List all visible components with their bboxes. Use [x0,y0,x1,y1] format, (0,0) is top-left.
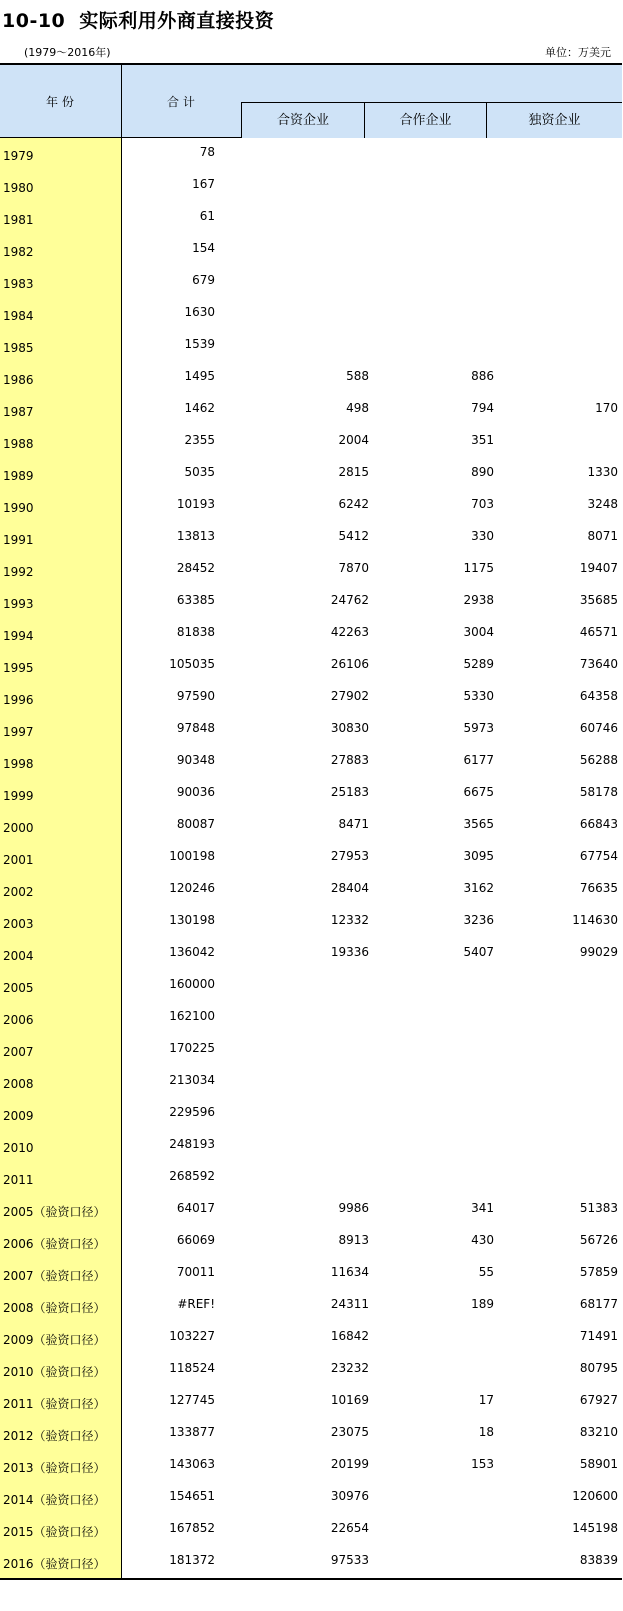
wholly-owned-cell: 56288 [579,753,618,767]
table-row [0,906,622,938]
cooperative-cell: 5330 [463,689,494,703]
table-row [0,1386,622,1418]
wholly-owned-cell: 60746 [579,721,618,735]
cooperative-cell [370,1066,494,1098]
cooperative-cell [370,234,494,266]
table-row [0,394,622,426]
wholly-owned-cell: 68177 [579,1297,618,1311]
year-cell: 2007 [0,1034,122,1066]
total-cell: 136042 [169,945,215,959]
table-row [0,1002,622,1034]
wholly-owned-cell [496,362,618,394]
joint-venture-cell: 588 [346,369,369,383]
wholly-owned-cell [496,1002,618,1034]
total-cell: 90348 [176,753,215,767]
total-cell: 28452 [176,561,215,575]
joint-venture-cell: 8913 [338,1233,369,1247]
wholly-owned-cell [496,1034,618,1066]
joint-venture-cell: 22654 [330,1521,369,1535]
joint-venture-cell [246,202,369,234]
table-row [0,362,622,394]
wholly-owned-cell [496,1130,618,1162]
total-cell: 1495 [184,369,215,383]
year-cell: 2011 [0,1162,122,1194]
cooperative-cell: 6177 [463,753,494,767]
cooperative-cell: 3162 [463,881,494,895]
table-row [0,234,622,266]
table-row [0,1130,622,1162]
table-row [0,1226,622,1258]
table-row [0,778,622,810]
page-title [2,6,274,33]
total-cell: 70011 [176,1265,215,1279]
year-cell: 1999 [0,778,122,810]
wholly-owned-cell: 67754 [579,849,618,863]
joint-venture-cell [246,1162,369,1194]
joint-venture-cell: 20199 [330,1457,369,1471]
cooperative-cell [370,1162,494,1194]
cooperative-cell [370,970,494,1002]
table-row [0,714,622,746]
table-row [0,1418,622,1450]
wholly-owned-cell: 73640 [579,657,618,671]
table-row [0,170,622,202]
table-row [0,138,622,170]
joint-venture-cell: 26106 [330,657,369,671]
joint-venture-cell: 25183 [330,785,369,799]
year-cell: 2007（验资口径） [0,1258,122,1290]
table-row [0,1546,622,1578]
table-row [0,426,622,458]
total-cell: 105035 [169,657,215,671]
joint-venture-cell [246,1002,369,1034]
total-cell: 229596 [169,1105,215,1119]
table-row [0,266,622,298]
year-cell: 1992 [0,554,122,586]
joint-venture-cell: 27883 [330,753,369,767]
joint-venture-cell: 42263 [330,625,369,639]
year-cell: 2013（验资口径） [0,1450,122,1482]
joint-venture-cell: 16842 [330,1329,369,1343]
cooperative-cell: 5973 [463,721,494,735]
joint-venture-cell [246,138,369,170]
joint-venture-cell: 2004 [338,433,369,447]
total-cell: 1630 [184,305,215,319]
wholly-owned-cell: 83210 [579,1425,618,1439]
total-cell: 127745 [169,1393,215,1407]
cooperative-cell: 1175 [463,561,494,575]
wholly-owned-cell [496,138,618,170]
wholly-owned-cell: 64358 [579,689,618,703]
table-row [0,1514,622,1546]
cooperative-cell [370,330,494,362]
year-cell: 1987 [0,394,122,426]
wholly-owned-cell: 51383 [579,1201,618,1215]
total-cell: 181372 [169,1553,215,1567]
wholly-owned-cell [496,202,618,234]
table-header [0,63,622,138]
table-row [0,618,622,650]
table-row [0,330,622,362]
wholly-owned-cell: 71491 [579,1329,618,1343]
wholly-owned-cell: 1330 [587,465,618,479]
table-row [0,1322,622,1354]
total-cell: 63385 [176,593,215,607]
total-cell: 13813 [176,529,215,543]
wholly-owned-cell: 19407 [579,561,618,575]
cooperative-cell: 3095 [463,849,494,863]
cooperative-cell: 703 [471,497,494,511]
year-header: 年 份 [46,95,74,109]
joint-venture-header: 合资企业 [241,102,364,138]
cooperative-cell: 153 [471,1457,494,1471]
total-cell: 78 [199,145,215,159]
year-cell: 2000 [0,810,122,842]
joint-venture-cell: 2815 [338,465,369,479]
year-cell: 1996 [0,682,122,714]
year-cell: 2015（验资口径） [0,1514,122,1546]
table-number: 10-10 [2,10,66,32]
table-row [0,1194,622,1226]
total-cell: 143063 [169,1457,215,1471]
total-cell: 1539 [184,337,215,351]
cooperative-cell: 5289 [463,657,494,671]
total-cell: 120246 [169,881,215,895]
cooperative-header: 合作企业 [364,102,486,138]
total-cell: 81838 [176,625,215,639]
wholly-owned-header: 独资企业 [486,102,622,138]
cooperative-cell: 18 [478,1425,494,1439]
total-cell: 118524 [169,1361,215,1375]
cooperative-cell: 886 [471,369,494,383]
wholly-owned-cell [496,298,618,330]
wholly-owned-cell [496,170,618,202]
joint-venture-cell: 11634 [330,1265,369,1279]
year-cell: 1995 [0,650,122,682]
table-row [0,874,622,906]
total-cell: 80087 [176,817,215,831]
year-cell: 1984 [0,298,122,330]
wholly-owned-cell: 66843 [579,817,618,831]
year-cell: 2005（验资口径） [0,1194,122,1226]
year-cell: 1986 [0,362,122,394]
year-cell: 2004 [0,938,122,970]
total-cell: 90036 [176,785,215,799]
table-row [0,746,622,778]
joint-venture-cell: 5412 [338,529,369,543]
year-cell: 2011（验资口径） [0,1386,122,1418]
total-cell: 268592 [169,1169,215,1183]
cooperative-cell: 2938 [463,593,494,607]
joint-venture-cell: 6242 [338,497,369,511]
cooperative-cell [370,1322,494,1354]
year-cell: 1988 [0,426,122,458]
year-cell: 2009（验资口径） [0,1322,122,1354]
cooperative-cell [370,170,494,202]
wholly-owned-cell: 57859 [579,1265,618,1279]
joint-venture-cell: 498 [346,401,369,415]
joint-venture-cell [246,234,369,266]
table-bottom-border [0,1578,622,1580]
wholly-owned-cell [496,330,618,362]
cooperative-cell [370,1130,494,1162]
wholly-owned-cell: 120600 [572,1489,618,1503]
year-cell: 2002 [0,874,122,906]
joint-venture-cell: 23232 [330,1361,369,1375]
wholly-owned-cell: 8071 [587,529,618,543]
cooperative-cell: 351 [471,433,494,447]
total-cell: 248193 [169,1137,215,1151]
cooperative-cell [370,1482,494,1514]
wholly-owned-cell: 58901 [579,1457,618,1471]
cooperative-cell: 55 [478,1265,494,1279]
joint-venture-cell: 97533 [330,1553,369,1567]
year-cell: 2010（验资口径） [0,1354,122,1386]
joint-venture-cell [246,1130,369,1162]
cooperative-cell: 3236 [463,913,494,927]
cooperative-cell: 890 [471,465,494,479]
total-cell: 133877 [169,1425,215,1439]
total-cell: 154651 [169,1489,215,1503]
joint-venture-cell: 23075 [330,1425,369,1439]
wholly-owned-cell: 99029 [579,945,618,959]
year-cell: 2010 [0,1130,122,1162]
cooperative-cell: 341 [471,1201,494,1215]
period-label: (1979～2016年) [24,46,111,59]
table-row [0,970,622,1002]
table-row [0,298,622,330]
cooperative-cell [370,266,494,298]
cooperative-cell: 330 [471,529,494,543]
total-cell: 97848 [176,721,215,735]
table-body [0,138,622,1578]
total-cell: 1462 [184,401,215,415]
wholly-owned-cell [496,234,618,266]
total-header: 合 计 [167,95,195,109]
wholly-owned-cell: 170 [595,401,618,415]
cooperative-cell [370,1354,494,1386]
table-row [0,1098,622,1130]
table-row [0,490,622,522]
joint-venture-cell [246,266,369,298]
year-cell: 1991 [0,522,122,554]
total-cell: 2355 [184,433,215,447]
cooperative-cell [370,138,494,170]
total-cell: 64017 [176,1201,215,1215]
year-cell: 1994 [0,618,122,650]
year-header-cell [0,65,122,138]
joint-venture-cell: 28404 [330,881,369,895]
joint-venture-cell [246,1098,369,1130]
year-cell: 2001 [0,842,122,874]
cooperative-cell: 17 [478,1393,494,1407]
total-cell: 130198 [169,913,215,927]
fdi-table [0,63,622,1578]
table-row [0,1066,622,1098]
wholly-owned-cell: 145198 [572,1521,618,1535]
total-cell: 66069 [176,1233,215,1247]
cooperative-cell [370,298,494,330]
table-row [0,938,622,970]
year-cell: 2003 [0,906,122,938]
total-cell: 679 [192,273,215,287]
table-row [0,1482,622,1514]
cooperative-cell [370,1098,494,1130]
wholly-owned-cell: 46571 [579,625,618,639]
total-cell: 167852 [169,1521,215,1535]
wholly-owned-cell: 3248 [587,497,618,511]
year-cell: 1985 [0,330,122,362]
table-row [0,586,622,618]
wholly-owned-cell [496,1098,618,1130]
year-cell: 1993 [0,586,122,618]
wholly-owned-cell: 35685 [579,593,618,607]
year-cell: 1989 [0,458,122,490]
total-cell: 170225 [169,1041,215,1055]
year-cell: 1983 [0,266,122,298]
cooperative-cell: 189 [471,1297,494,1311]
cooperative-cell [370,1546,494,1578]
table-row [0,842,622,874]
year-cell: 1979 [0,138,122,170]
joint-venture-cell: 27902 [330,689,369,703]
table-row [0,202,622,234]
wholly-owned-cell: 76635 [579,881,618,895]
wholly-owned-cell [496,426,618,458]
year-cell: 2009 [0,1098,122,1130]
joint-venture-cell [246,1066,369,1098]
table-row [0,554,622,586]
total-cell: 97590 [176,689,215,703]
joint-venture-cell [246,1034,369,1066]
joint-venture-cell: 10169 [330,1393,369,1407]
joint-venture-cell [246,170,369,202]
cooperative-cell [370,1034,494,1066]
year-cell: 2008 [0,1066,122,1098]
table-row [0,1258,622,1290]
wholly-owned-cell: 80795 [579,1361,618,1375]
table-row [0,1034,622,1066]
cooperative-cell: 3565 [463,817,494,831]
year-cell: 1980 [0,170,122,202]
joint-venture-cell [246,298,369,330]
cooperative-cell [370,1514,494,1546]
cooperative-cell: 3004 [463,625,494,639]
year-cell: 2008（验资口径） [0,1290,122,1322]
total-cell: 160000 [169,977,215,991]
table-row [0,458,622,490]
total-cell: 103227 [169,1329,215,1343]
total-cell: 213034 [169,1073,215,1087]
cooperative-cell: 5407 [463,945,494,959]
wholly-owned-cell: 114630 [572,913,618,927]
joint-venture-cell: 7870 [338,561,369,575]
year-cell: 1998 [0,746,122,778]
total-cell: 167 [192,177,215,191]
table-row [0,1290,622,1322]
total-cell: 5035 [184,465,215,479]
wholly-owned-cell [496,970,618,1002]
wholly-owned-cell: 67927 [579,1393,618,1407]
joint-venture-cell [246,330,369,362]
table-title: 实际利用外商直接投资 [79,10,275,32]
joint-venture-cell: 30976 [330,1489,369,1503]
joint-venture-cell: 27953 [330,849,369,863]
wholly-owned-cell [496,1162,618,1194]
cooperative-cell [370,1002,494,1034]
wholly-owned-cell [496,266,618,298]
year-cell: 1982 [0,234,122,266]
table-row [0,1162,622,1194]
wholly-owned-cell: 56726 [579,1233,618,1247]
wholly-owned-cell [496,1066,618,1098]
total-cell: 154 [192,241,215,255]
total-cell: #REF! [177,1297,215,1311]
table-row [0,682,622,714]
joint-venture-cell: 24311 [330,1297,369,1311]
year-cell: 2016（验资口径） [0,1546,122,1578]
year-cell: 1997 [0,714,122,746]
joint-venture-cell: 24762 [330,593,369,607]
joint-venture-cell: 8471 [338,817,369,831]
joint-venture-cell: 19336 [330,945,369,959]
unit-label: 单位：万美元 [545,46,611,59]
table-row [0,810,622,842]
table-row [0,1354,622,1386]
joint-venture-cell: 30830 [330,721,369,735]
wholly-owned-cell: 83839 [579,1553,618,1567]
cooperative-cell [370,202,494,234]
joint-venture-cell [246,970,369,1002]
cooperative-cell: 794 [471,401,494,415]
year-cell: 2006（验资口径） [0,1226,122,1258]
year-cell: 2012（验资口径） [0,1418,122,1450]
table-row [0,650,622,682]
table-row [0,522,622,554]
total-cell: 61 [199,209,215,223]
total-cell: 162100 [169,1009,215,1023]
total-cell: 100198 [169,849,215,863]
year-cell: 1981 [0,202,122,234]
year-cell: 2014（验资口径） [0,1482,122,1514]
cooperative-cell: 430 [471,1233,494,1247]
joint-venture-cell: 12332 [330,913,369,927]
total-cell: 10193 [176,497,215,511]
table-row [0,1450,622,1482]
joint-venture-cell: 9986 [338,1201,369,1215]
year-cell: 2006 [0,1002,122,1034]
year-cell: 1990 [0,490,122,522]
cooperative-cell: 6675 [463,785,494,799]
year-cell: 2005 [0,970,122,1002]
wholly-owned-cell: 58178 [579,785,618,799]
